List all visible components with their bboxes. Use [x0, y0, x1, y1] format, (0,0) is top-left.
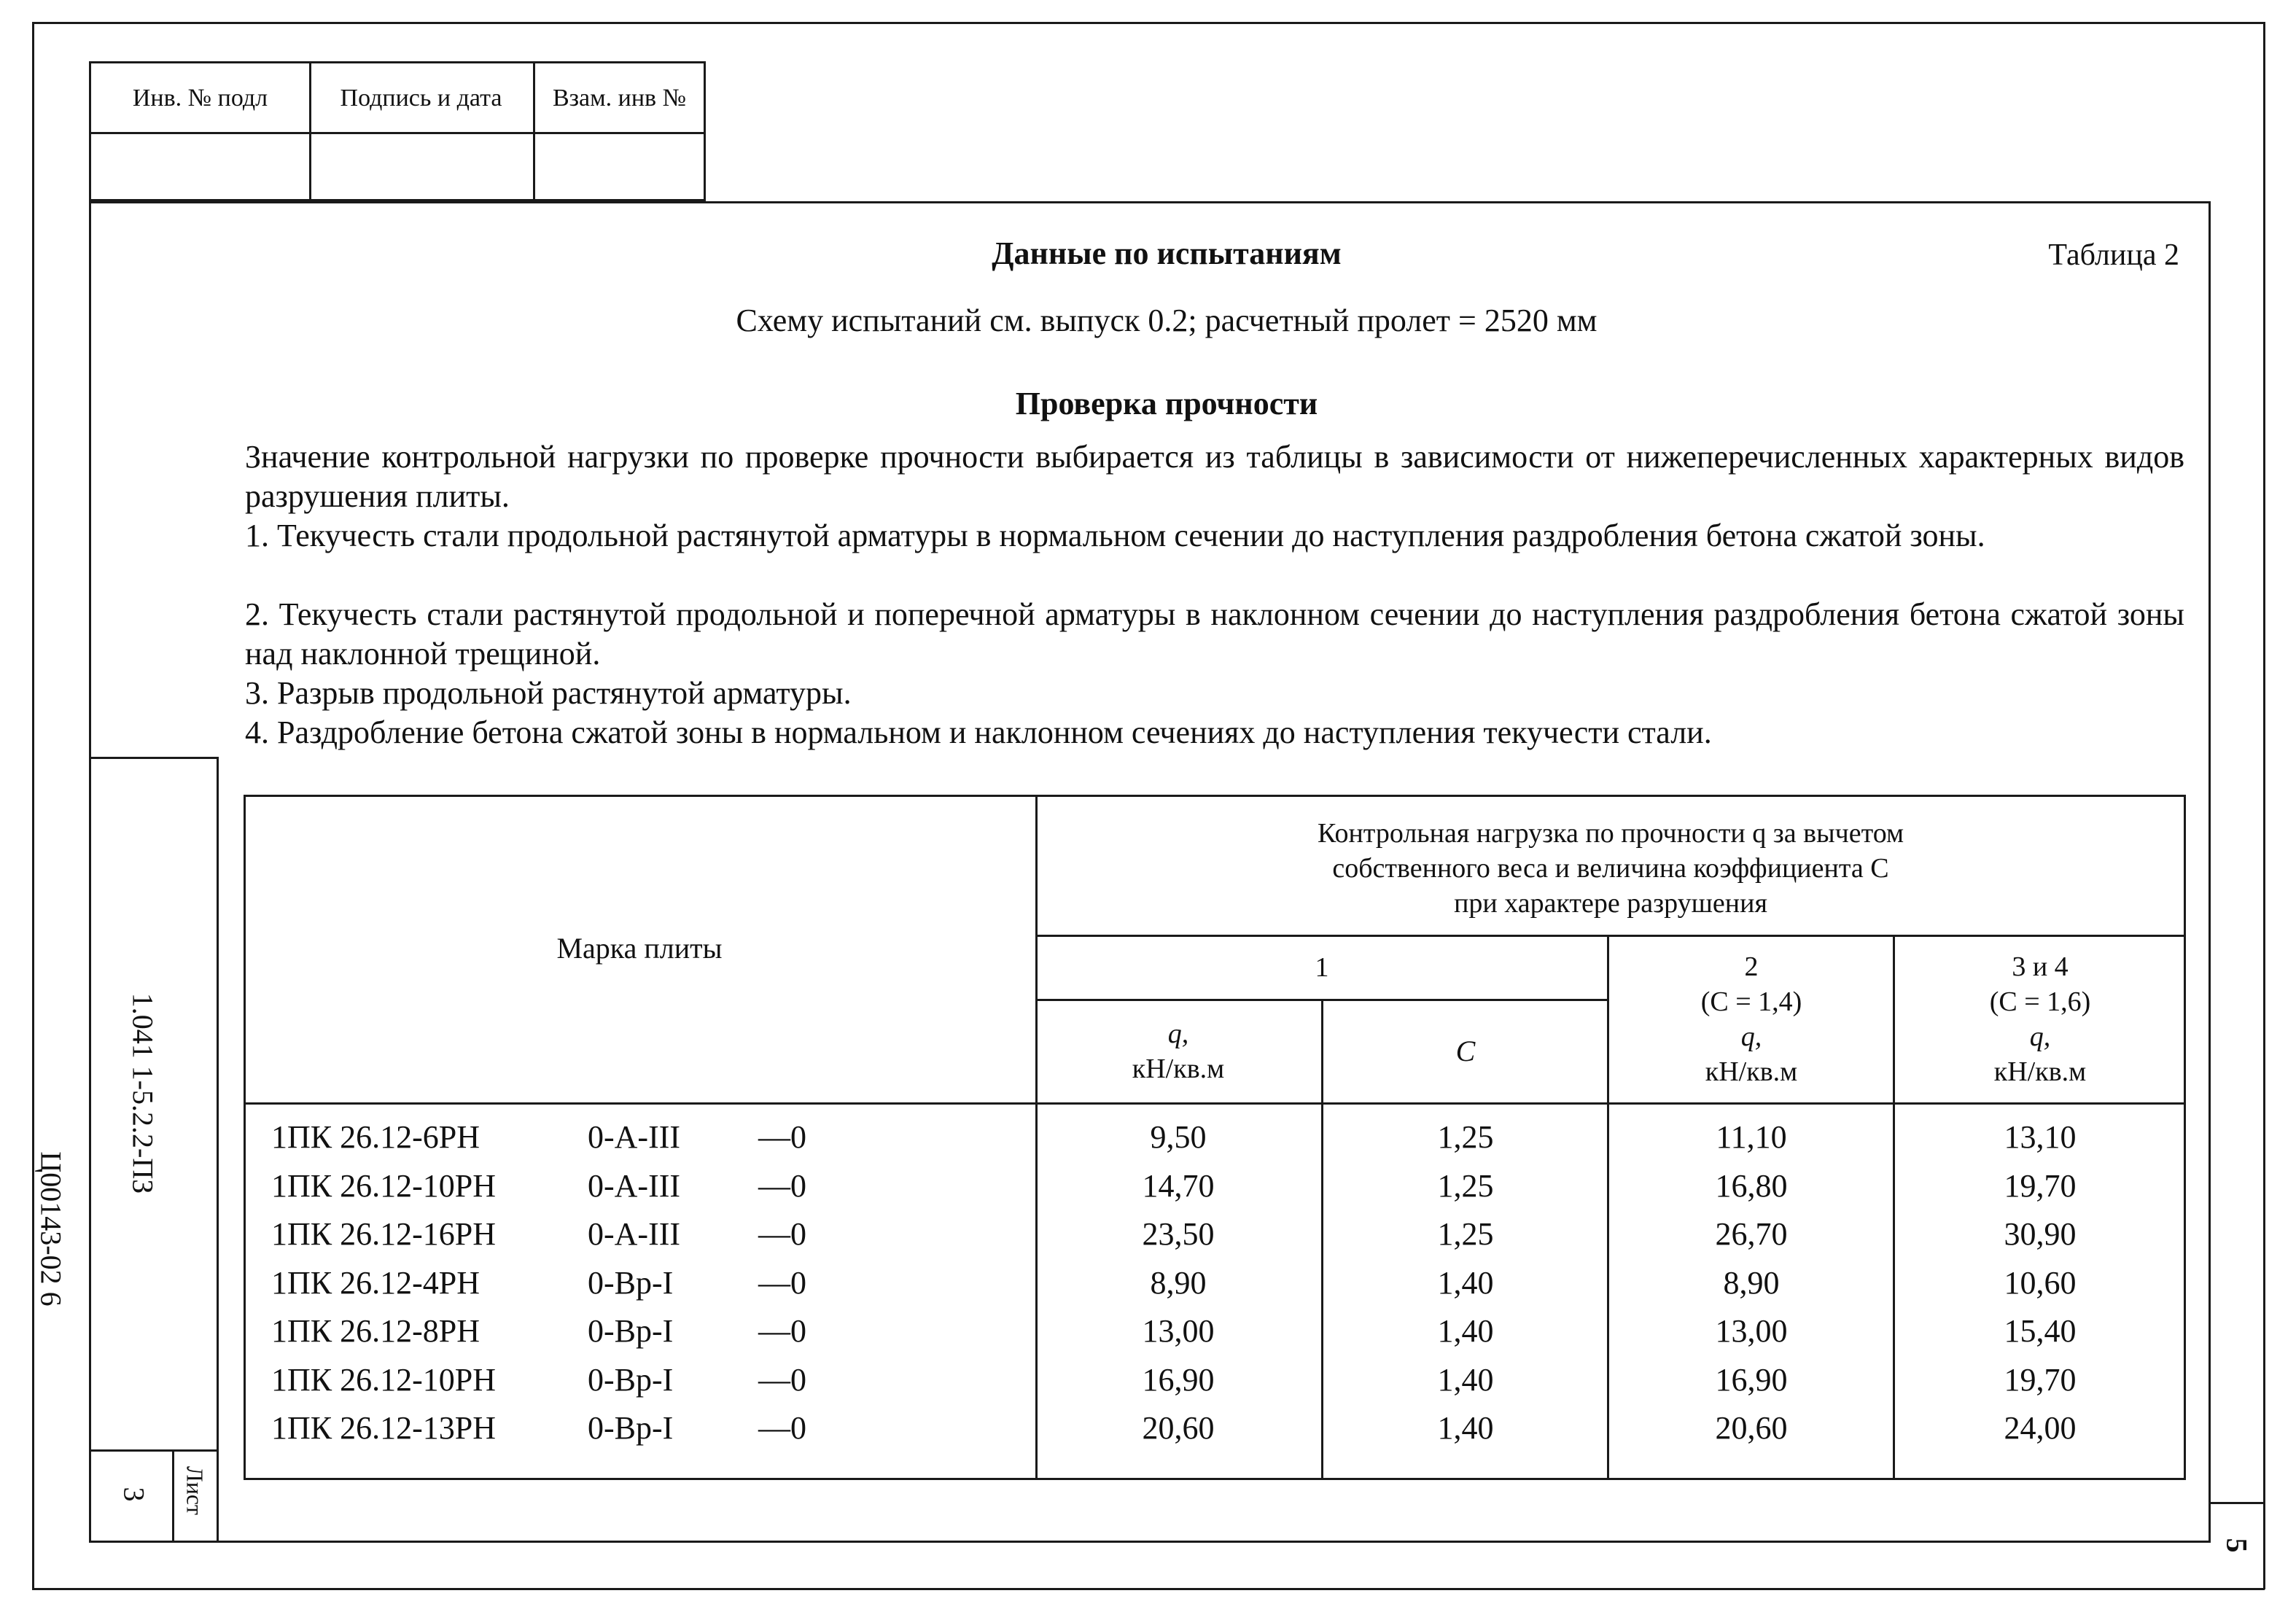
- row-c: 1,25: [1437, 1216, 1494, 1252]
- row-q3: 10,60: [2004, 1264, 2077, 1301]
- row-c: 1,40: [1437, 1264, 1494, 1301]
- col-header-sub1-c: C: [1455, 1035, 1476, 1067]
- row-q1: 8,90: [1150, 1264, 1207, 1301]
- row-q3: 19,70: [2004, 1361, 2077, 1398]
- document-title: Данные по испытаниям: [992, 235, 1342, 271]
- row-mark: 1ПК 26.12-16РН: [271, 1216, 497, 1252]
- col-header-group: Контрольная нагрузка по прочности q за вычетом собственного веса и величина коэффициента C при характере разрушения: [1317, 818, 1904, 919]
- row-mark: 1ПК 26.12-6РН: [271, 1119, 480, 1155]
- row-q1: 23,50: [1142, 1216, 1215, 1252]
- row-q3: 24,00: [2004, 1410, 2077, 1446]
- strip-top: [89, 757, 219, 759]
- row-steel: 0-Вр-I: [588, 1410, 674, 1446]
- row-suffix: —0: [758, 1264, 806, 1301]
- stamp-podpis-data-field: [309, 132, 535, 201]
- row-suffix: —0: [758, 1410, 806, 1446]
- row-suffix: —0: [758, 1361, 806, 1398]
- col-header-mark: Марка плиты: [556, 932, 723, 965]
- row-q2: 16,90: [1715, 1361, 1788, 1398]
- sheet-label: Лист: [182, 1465, 209, 1515]
- col-header-sub1: 1: [1315, 952, 1329, 983]
- row-q1: 16,90: [1142, 1361, 1215, 1398]
- stamp-inv-podl-field: [91, 132, 311, 201]
- row-mark: 1ПК 26.12-10РН: [271, 1167, 497, 1204]
- col-header-sub2: 2 (C = 1,4) q, кН/кв.м: [1700, 951, 1802, 1087]
- row-steel: 0-Вр-I: [588, 1264, 674, 1301]
- failure-mode-2: 2. Текучесть стали растянутой продольной и поперечной арматуры в наклонном сечении до наступления раздробления бетона сжатой зоны над наклонной трещиной.: [245, 596, 2184, 671]
- table-number: Таблица 2: [2048, 238, 2179, 272]
- row-steel: 0-Вр-I: [588, 1313, 674, 1349]
- col-header-sub1-q: q, кН/кв.м: [1132, 1019, 1225, 1084]
- stamp-podpis-data: Подпись и дата: [309, 63, 535, 133]
- row-suffix: —0: [758, 1216, 806, 1252]
- sheet-number: 3: [117, 1487, 151, 1502]
- row-q2: 13,00: [1715, 1313, 1788, 1349]
- strip-right: [217, 757, 219, 1541]
- archive-code: Ц00143-02 6: [34, 1151, 68, 1307]
- row-suffix: —0: [758, 1167, 806, 1204]
- stamp-inv-podl: Инв. № подл: [91, 63, 311, 133]
- row-q1: 9,50: [1150, 1119, 1207, 1155]
- failure-mode-1: 1. Текучесть стали продольной растянутой арматуры в нормальном сечении до наступления раздробления бетона сжатой зоны.: [245, 518, 1985, 553]
- failure-mode-3: 3. Разрыв продольной растянутой арматуры.: [245, 675, 852, 711]
- page-number: 5: [2220, 1538, 2254, 1553]
- row-mark: 1ПК 26.12-8РН: [271, 1313, 480, 1349]
- row-mark: 1ПК 26.12-10РН: [271, 1361, 497, 1398]
- table-hline-header: [244, 1102, 2186, 1105]
- row-c: 1,40: [1437, 1410, 1494, 1446]
- row-q3: 19,70: [2004, 1167, 2077, 1204]
- strip-sheet-split: [172, 1449, 174, 1541]
- row-q1: 20,60: [1142, 1410, 1215, 1446]
- failure-mode-4: 4. Раздробление бетона сжатой зоны в нормальном и наклонном сечениях до наступления текучести стали.: [245, 715, 1712, 750]
- row-steel: 0-A-III: [588, 1167, 681, 1204]
- intro-paragraph: Значение контрольной нагрузки по проверке прочности выбирается из таблицы в зависимости от нижеперечисленных характерных видов разрушения плиты.: [245, 439, 2184, 514]
- row-q3: 15,40: [2004, 1313, 2077, 1349]
- sheet-border-bottom: [32, 1588, 2265, 1590]
- row-q2: 26,70: [1715, 1216, 1788, 1252]
- row-mark: 1ПК 26.12-4РН: [271, 1264, 480, 1301]
- sheet-border-right: [2263, 22, 2265, 1589]
- strip-sheet-divider: [89, 1449, 219, 1452]
- col-header-sub3: 3 и 4 (C = 1,6) q, кН/кв.м: [1989, 951, 2091, 1087]
- section-title: Проверка прочности: [1015, 386, 1318, 421]
- row-q2: 8,90: [1723, 1264, 1780, 1301]
- sheet-border-top: [32, 22, 2265, 24]
- row-q3: 13,10: [2004, 1119, 2077, 1155]
- row-suffix: —0: [758, 1119, 806, 1155]
- stamp-vzam-inv-field: [533, 132, 706, 201]
- test-scheme-note: Схему испытаний см. выпуск 0.2; расчетный пролет = 2520 мм: [736, 303, 1598, 338]
- row-c: 1,40: [1437, 1361, 1494, 1398]
- row-steel: 0-Вр-I: [588, 1361, 674, 1398]
- page-number-box-top: [2209, 1502, 2265, 1504]
- row-steel: 0-A-III: [588, 1216, 681, 1252]
- row-q1: 14,70: [1142, 1167, 1215, 1204]
- row-q2: 16,80: [1715, 1167, 1788, 1204]
- row-mark: 1ПК 26.12-13РН: [271, 1410, 497, 1446]
- stamp-vzam-inv: Взам. инв №: [552, 85, 687, 112]
- row-q1: 13,00: [1142, 1313, 1215, 1349]
- row-q2: 20,60: [1715, 1410, 1788, 1446]
- row-q2: 11,10: [1716, 1119, 1787, 1155]
- approval-stamp: [89, 61, 706, 201]
- row-c: 1,25: [1437, 1167, 1494, 1204]
- row-c: 1,25: [1437, 1119, 1494, 1155]
- row-c: 1,40: [1437, 1313, 1494, 1349]
- document-designation: 1.041 1-5.2.2-ПЗ: [126, 992, 160, 1194]
- row-steel: 0-A-III: [588, 1119, 681, 1155]
- row-q3: 30,90: [2004, 1216, 2077, 1252]
- row-suffix: —0: [758, 1313, 806, 1349]
